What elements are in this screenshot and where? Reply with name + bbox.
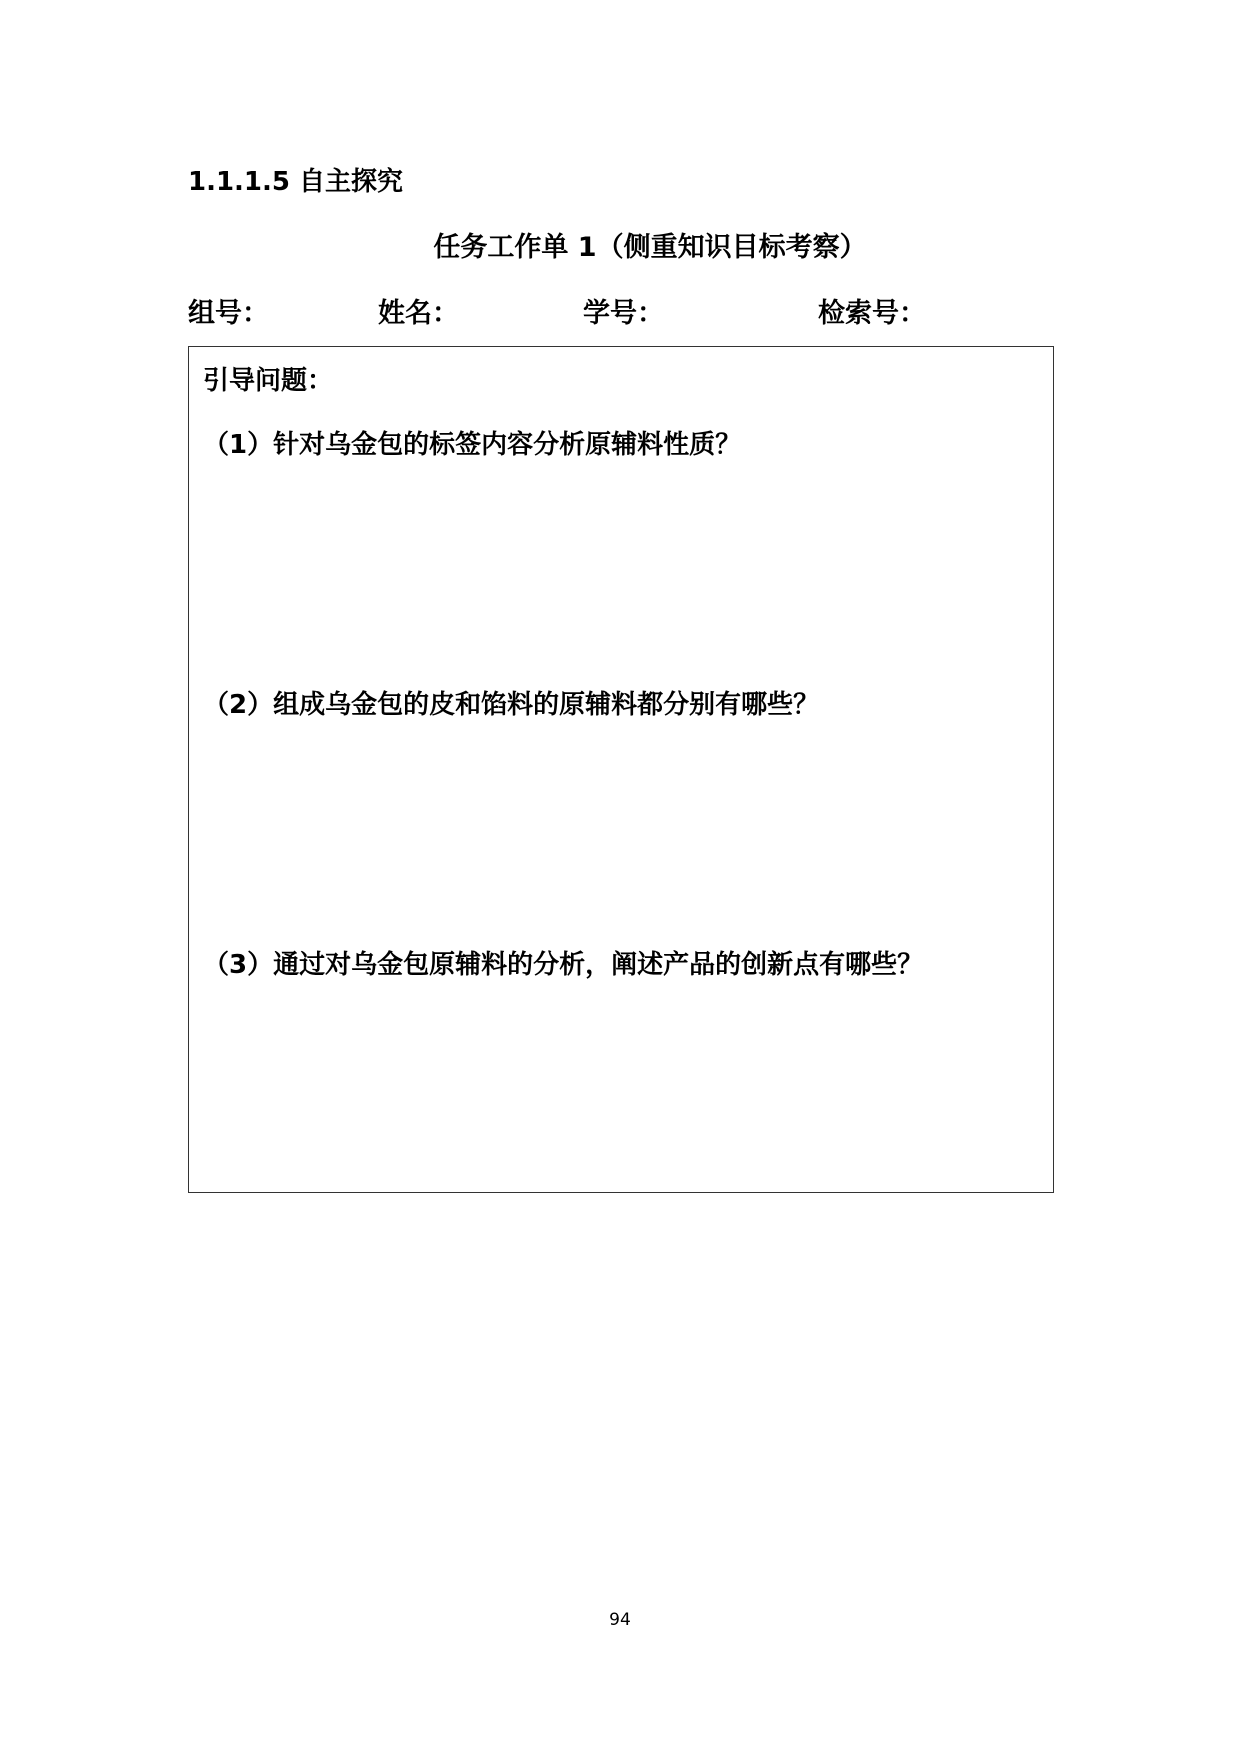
student-id-label: 学号：: [583, 298, 664, 329]
guiding-questions-box: [188, 346, 1054, 1193]
guiding-questions-label: 引导问题：: [203, 366, 334, 396]
question-2: （2）组成乌金包的皮和馅料的原辅料都分别有哪些？: [203, 690, 820, 720]
section-heading: 1.1.1.5 自主探究: [188, 167, 404, 197]
page-number: 94: [609, 1610, 631, 1630]
index-number-label: 检索号：: [818, 298, 926, 329]
worksheet-title: 任务工作单 1（侧重知识目标考察）: [433, 232, 867, 263]
name-label: 姓名：: [378, 298, 459, 329]
question-1: （1）针对乌金包的标签内容分析原辅料性质？: [203, 430, 742, 460]
question-3: （3）通过对乌金包原辅料的分析，阐述产品的创新点有哪些？: [203, 950, 924, 980]
group-number-label: 组号：: [188, 298, 269, 329]
student-info-row: [188, 294, 1048, 334]
